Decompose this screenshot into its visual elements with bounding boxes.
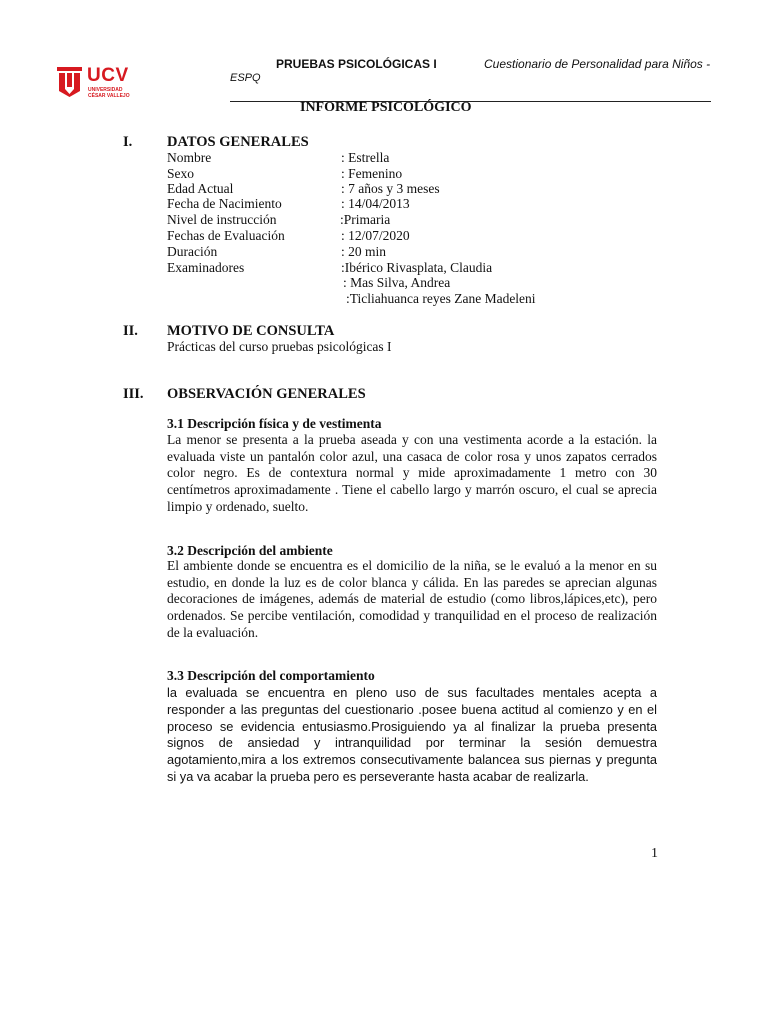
value-fecha-nacimiento: : 14/04/2013 — [341, 196, 410, 211]
value-edad: : 7 años y 3 meses — [341, 181, 440, 196]
header-test-code: ESPQ — [230, 72, 261, 84]
subsection-3-1-title: 3.1 Descripción física y de vestimenta — [167, 416, 382, 431]
section3-number: III. — [123, 386, 144, 402]
ucv-logo — [57, 67, 139, 101]
label-nivel-instruccion: Nivel de instrucción — [167, 212, 277, 227]
section2-text: Prácticas del curso pruebas psicológicas I — [167, 339, 392, 354]
subsection-3-2-text: El ambiente donde se encuentra es el domicilio de la niña, se le evaluó a la menor en su estudio, en donde la luz es de color blanca y cálida. En las paredes se aprecian algunas decoraciones de imágenes, además de material de estudio (como libros,lápices,etc), pero ordenados. Se percibe ventilación, comodidad y tranquilidad en el proceso de realización de la evaluación. — [167, 558, 657, 640]
label-examinadores: Examinadores — [167, 260, 245, 275]
section2-number: II. — [123, 323, 138, 339]
value-examinador-3: :Ticliahuanca reyes Zane Madeleni — [346, 291, 536, 306]
subsection-3-3-text: la evaluada se encuentra en pleno uso de sus facultades mentales acepta a responder a las preguntas del cuestionario .posee buena actitud al comienzo y en el proceso se evidencia entusiasmo.Prosiguiendo ya al finalizar la prueba presenta signos de ansiedad y intranquilidad por terminar la sesión demuestra agotamiento,mira a los extremos consecutivamente balancea sus piernas y pregunta si ya va acabar la prueba pero es perseverante hasta acabar de realizarla. — [167, 685, 657, 784]
section1-title: DATOS GENERALES — [167, 134, 309, 150]
subsection-3-2-title: 3.2 Descripción del ambiente — [167, 543, 333, 558]
value-sexo: : Femenino — [341, 166, 403, 181]
value-examinador-2: : Mas Silva, Andrea — [343, 275, 451, 290]
section3-title: OBSERVACIÓN GENERALES — [167, 386, 366, 402]
logo-subtext: UNIVERSIDAD CÉSAR VALLEJO — [88, 87, 130, 99]
section2-title: MOTIVO DE CONSULTA — [167, 323, 335, 339]
logo-wordmark: UCV — [87, 65, 129, 86]
ucv-shield-icon — [57, 67, 82, 97]
value-examinador-1: :Ibérico Rivasplata, Claudia — [341, 260, 493, 275]
label-fecha-evaluacion: Fechas de Evaluación — [167, 228, 285, 243]
subsection-3-3-title: 3.3 Descripción del comportamiento — [167, 668, 375, 683]
value-duracion: : 20 min — [341, 244, 387, 259]
label-duracion: Duración — [167, 244, 218, 259]
value-nivel-instruccion: :Primaria — [340, 212, 391, 227]
value-nombre: : Estrella — [341, 150, 390, 165]
label-fecha-nacimiento: Fecha de Nacimiento — [167, 196, 282, 211]
label-sexo: Sexo — [167, 166, 194, 181]
label-edad: Edad Actual — [167, 181, 234, 196]
report-title: INFORME PSICOLÓGICO — [300, 100, 472, 115]
header-course: PRUEBAS PSICOLÓGICAS I — [276, 57, 437, 71]
label-nombre: Nombre — [167, 150, 212, 165]
subsection-3-1-text: La menor se presenta a la prueba aseada y con una vestimenta acorde a la estación. la evaluada viste un pantalón color azul, una casaca de color rosa y unos zapatos cerrados color negro. Es de contextura normal y mide aproximadamente 1 metro con 30 centímetros aproximadamente . Tiene el cabello largo y marrón oscuro, el cual se aprecia limpio y ordenado, suelto. — [167, 432, 657, 514]
section1-number: I. — [123, 134, 133, 150]
page-number: 1 — [651, 846, 658, 861]
value-fecha-evaluacion: : 12/07/2020 — [341, 228, 410, 243]
header-test-name: Cuestionario de Personalidad para Niños - — [484, 57, 711, 71]
